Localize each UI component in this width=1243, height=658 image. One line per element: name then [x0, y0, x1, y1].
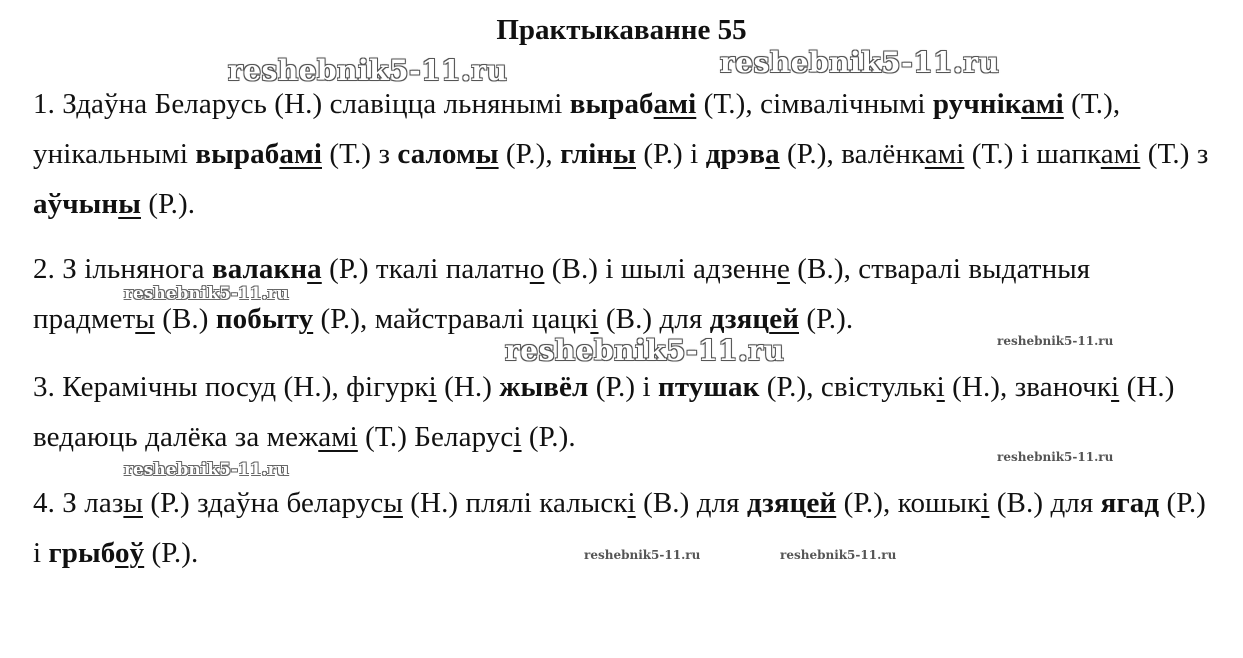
underlined-ending: амі [279, 138, 322, 170]
underlined-ending: і [981, 487, 990, 519]
underlined-ending: і [590, 303, 599, 335]
text-segment: (Т.) з [321, 138, 398, 170]
paragraph-2 [33, 244, 1218, 344]
watermark: reshebnik5-11.ru [584, 548, 701, 562]
underlined-ending: ы [613, 138, 636, 170]
text-segment: (Р.) і [33, 487, 1214, 569]
text-segment: (Н.) ведаюць далёка за меж [33, 371, 1182, 453]
underlined-ending: амі [1021, 88, 1064, 120]
underlined-ending: ы [118, 188, 141, 220]
underlined-ending: амі [1100, 138, 1141, 170]
underlined-ending: ы [135, 303, 155, 335]
bold-word: ягад [1100, 487, 1160, 519]
underlined-ending: амі [318, 421, 358, 453]
bold-word: выраб [195, 138, 280, 170]
watermark: reshebnik5-11.ru [997, 450, 1114, 464]
text-segment: (Р.), майстравалі цацк [313, 303, 591, 335]
text-segment: (Р.). [140, 188, 196, 220]
text-segment: (Р.), кошык [836, 487, 982, 519]
text-segment: (В.), стваралі выдатныя прадмет [33, 253, 1098, 335]
bold-word: жывёл [499, 371, 589, 403]
text-segment: (В.) для [598, 303, 710, 335]
text-segment: (Р.). [521, 421, 576, 453]
underlined-ending: оў [114, 537, 145, 569]
underlined-ending: ы [123, 487, 143, 519]
underlined-ending: е [776, 253, 790, 285]
bold-word: ручнік [932, 88, 1022, 120]
text-segment: (В.) [154, 303, 216, 335]
exercise-title: Практыкаванне 55 [496, 14, 747, 46]
paragraph-4 [33, 478, 1218, 578]
text-segment: (Н.), званочк [944, 371, 1112, 403]
text-segment: (Р.) і [588, 371, 659, 403]
text-segment: (Т.) і шапк [964, 138, 1101, 170]
underlined-ending: о [529, 253, 545, 285]
text-segment: (Р.), [498, 138, 561, 170]
underlined-ending: амі [924, 138, 965, 170]
text-segment: (Н.) плялі калыск [402, 487, 628, 519]
text-segment: (Т.) Беларус [357, 421, 514, 453]
text-segment: (Р.) і [636, 138, 706, 170]
text-segment: (В.) і шылі адзенн [544, 253, 777, 285]
underlined-ending: а [307, 253, 322, 285]
paragraph-1 [33, 79, 1218, 229]
underlined-ending: ей [769, 303, 800, 335]
underlined-ending: а [765, 138, 780, 170]
underlined-ending: і [428, 371, 437, 403]
text-segment: (Р.). [799, 303, 854, 335]
text-segment: (Р.) здаўна беларус [142, 487, 384, 519]
underlined-ending: ы [475, 138, 499, 170]
text-segment: (Н.) [436, 371, 500, 403]
watermark: reshebnik5-11.ru [228, 54, 508, 87]
text-segment: (Р.) ткалі палатн [321, 253, 530, 285]
text-segment: (Р.), валёнк [779, 138, 925, 170]
text-segment: 1. Здаўна Беларусь (Н.) славіцца льнянымі [33, 88, 570, 120]
bold-word: глін [560, 138, 614, 170]
watermark: reshebnik5-11.ru [124, 284, 289, 304]
underlined-ending: амі [653, 88, 697, 120]
text-segment: 2. З ільнянога [33, 253, 212, 285]
bold-word: дзяц [709, 303, 770, 335]
underlined-ending: і [627, 487, 636, 519]
bold-word: салом [397, 138, 476, 170]
text-segment: (В.) для [989, 487, 1101, 519]
text-segment: (Т.), унікальнымі [33, 88, 1128, 170]
text-segment: (Р.). [144, 537, 199, 569]
paragraph-3 [33, 362, 1218, 462]
underlined-ending: і [1111, 371, 1120, 403]
bold-word: птушак [658, 371, 760, 403]
bold-word: грыб [48, 537, 115, 569]
text-segment: 4. З лаз [33, 487, 124, 519]
underlined-ending: і [513, 421, 522, 453]
text-segment: 3. Керамічны посуд (Н.), фігурк [33, 371, 429, 403]
bold-word: аўчын [33, 188, 119, 220]
watermark: reshebnik5-11.ru [505, 334, 785, 367]
bold-word: побыт [215, 303, 299, 335]
underlined-ending: і [936, 371, 945, 403]
underlined-ending: у [298, 303, 314, 335]
watermark: reshebnik5-11.ru [720, 46, 1000, 79]
bold-word: дзяц [746, 487, 807, 519]
bold-word: валакн [211, 253, 308, 285]
watermark: reshebnik5-11.ru [124, 460, 289, 480]
bold-word: дрэв [705, 138, 766, 170]
text-segment: (Т.), сімвалічнымі [696, 88, 933, 120]
text-segment: (Т.) з [1140, 138, 1216, 170]
watermark: reshebnik5-11.ru [780, 548, 897, 562]
text-segment: (Р.), свістульк [759, 371, 937, 403]
text-segment: (В.) для [635, 487, 747, 519]
watermark: reshebnik5-11.ru [997, 334, 1114, 348]
bold-word: выраб [569, 88, 654, 120]
underlined-ending: ей [806, 487, 837, 519]
underlined-ending: ы [383, 487, 403, 519]
